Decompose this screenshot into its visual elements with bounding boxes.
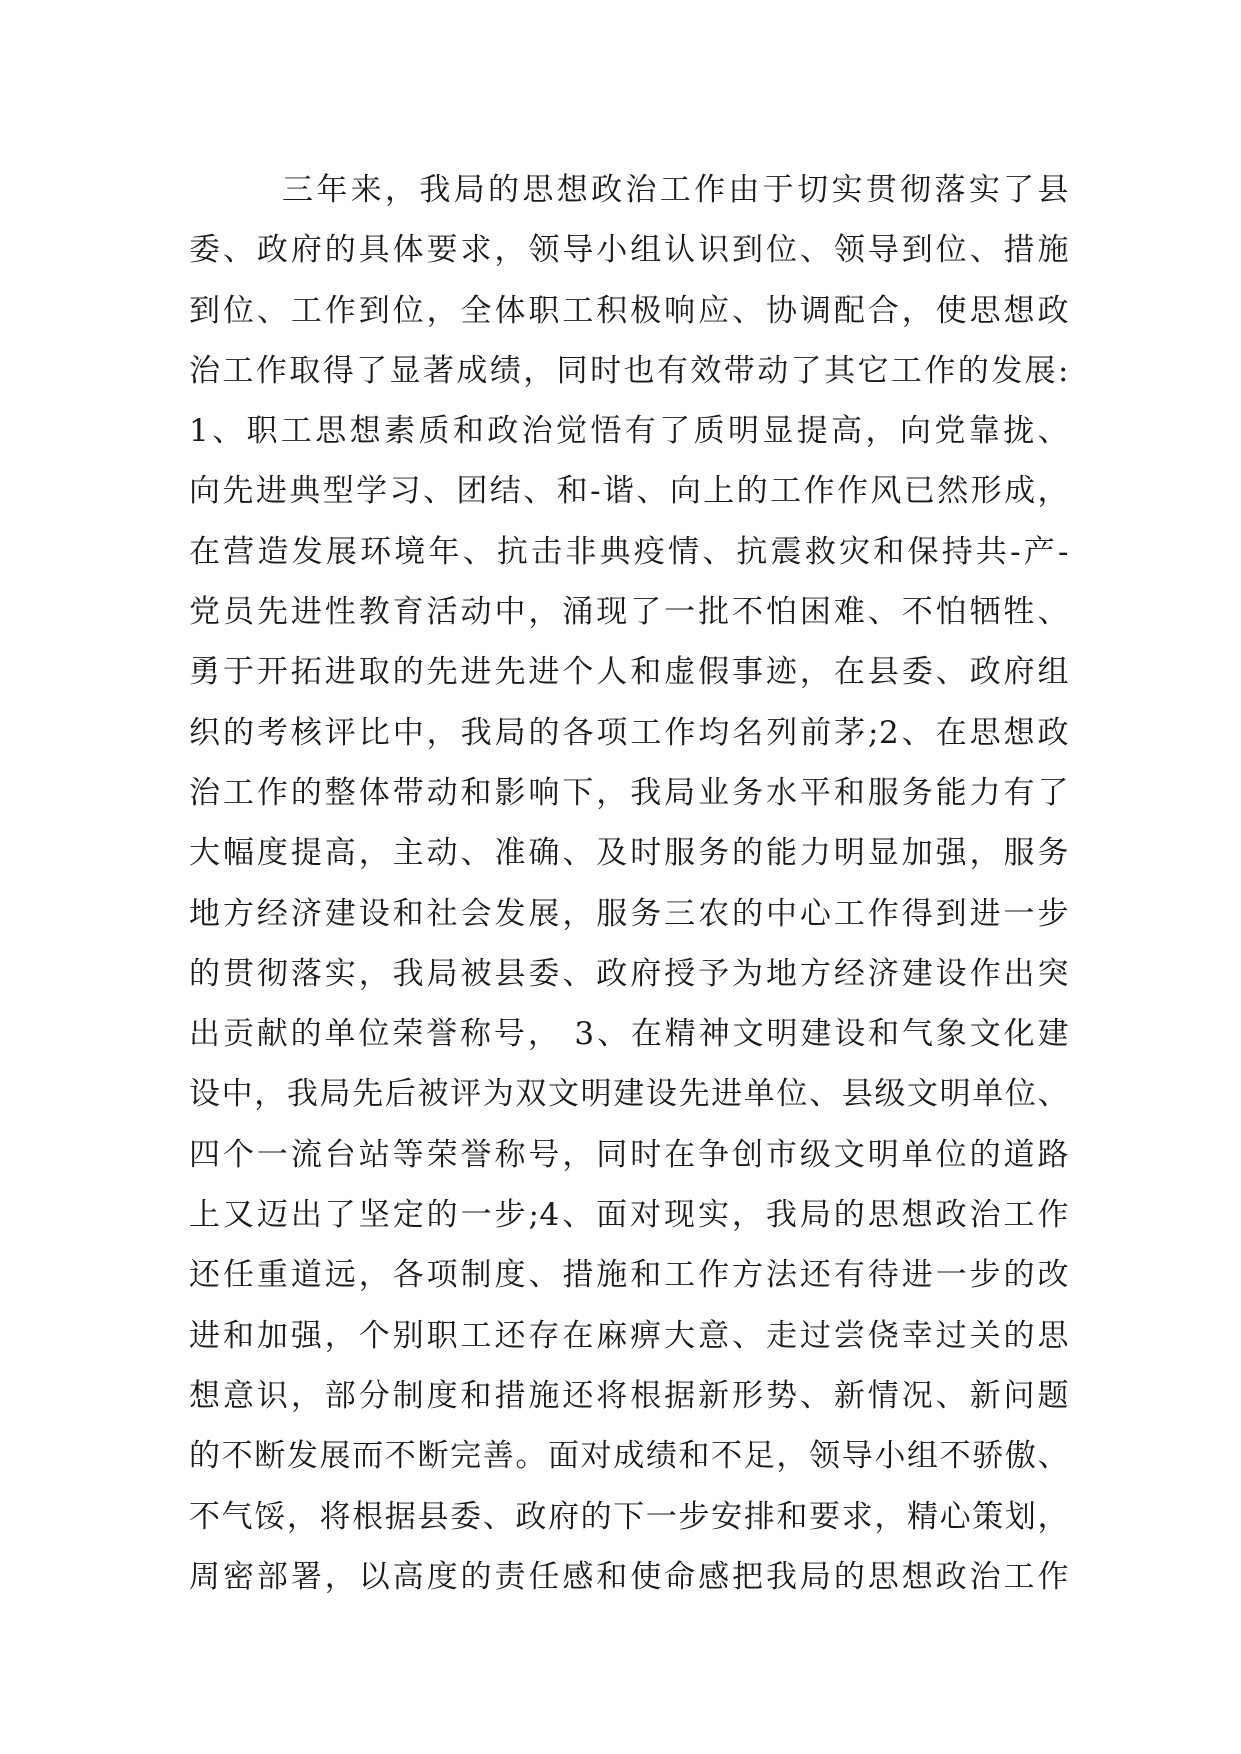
text-line: 治工作取得了显著成绩，同时也有效带动了其它工作的发展:	[189, 352, 1069, 389]
text-line: 周密部署，以高度的责任感和使命感把我局的思想政治工作	[189, 1558, 1069, 1595]
text-line: 还任重道远，各项制度、措施和工作方法还有待进一步的改	[189, 1257, 1069, 1294]
text-line: 的不断发展而不断完善。面对成绩和不足，领导小组不骄傲、	[189, 1438, 1069, 1475]
text-line: 想意识，部分制度和措施还将根据新形势、新情况、新问题	[189, 1377, 1069, 1414]
text-line: 党员先进性教育活动中，涌现了一批不怕困难、不怕牺牲、	[189, 594, 1069, 631]
text-line: 出贡献的单位荣誉称号， 3、在精神文明建设和气象文化建	[189, 1016, 1069, 1053]
text-line: 织的考核评比中，我局的各项工作均名列前茅;2、在思想政	[189, 714, 1069, 751]
text-line: 委、政府的具体要求，领导小组认识到位、领导到位、措施	[189, 232, 1069, 269]
text-line: 治工作的整体带动和影响下，我局业务水平和服务能力有了	[189, 774, 1069, 811]
text-line: 不气馁，将根据县委、政府的下一步安排和要求，精心策划，	[189, 1498, 1069, 1535]
text-line: 地方经济建设和社会发展，服务三农的中心工作得到进一步	[189, 895, 1069, 932]
text-line: 的贯彻落实，我局被县委、政府授予为地方经济建设作出突	[189, 955, 1069, 992]
body-paragraph	[189, 160, 1069, 1607]
text-line: 向先进典型学习、团结、和-谐、向上的工作作风已然形成，	[189, 473, 1069, 510]
text-line: 大幅度提高，主动、准确、及时服务的能力明显加强，服务	[189, 835, 1069, 872]
text-line: 进和加强，个别职工还存在麻痹大意、走过尝侥幸过关的思	[189, 1317, 1069, 1354]
text-line: 1、职工思想素质和政治觉悟有了质明显提高，向党靠拢、	[189, 413, 1069, 450]
text-line: 在营造发展环境年、抗击非典疫情、抗震救灾和保持共-产-	[189, 533, 1069, 570]
text-line: 四个一流台站等荣誉称号，同时在争创市级文明单位的道路	[189, 1136, 1069, 1173]
text-line: 设中，我局先后被评为双文明建设先进单位、县级文明单位、	[189, 1076, 1069, 1113]
text-line: 上又迈出了坚定的一步;4、面对现实，我局的思想政治工作	[189, 1197, 1069, 1234]
text-line: 到位、工作到位，全体职工积极响应、协调配合，使思想政	[189, 292, 1069, 329]
text-line: 勇于开拓进取的先进先进个人和虚假事迹，在县委、政府组	[189, 654, 1069, 691]
text-line: 三年来，我局的思想政治工作由于切实贯彻落实了县	[282, 172, 1069, 208]
